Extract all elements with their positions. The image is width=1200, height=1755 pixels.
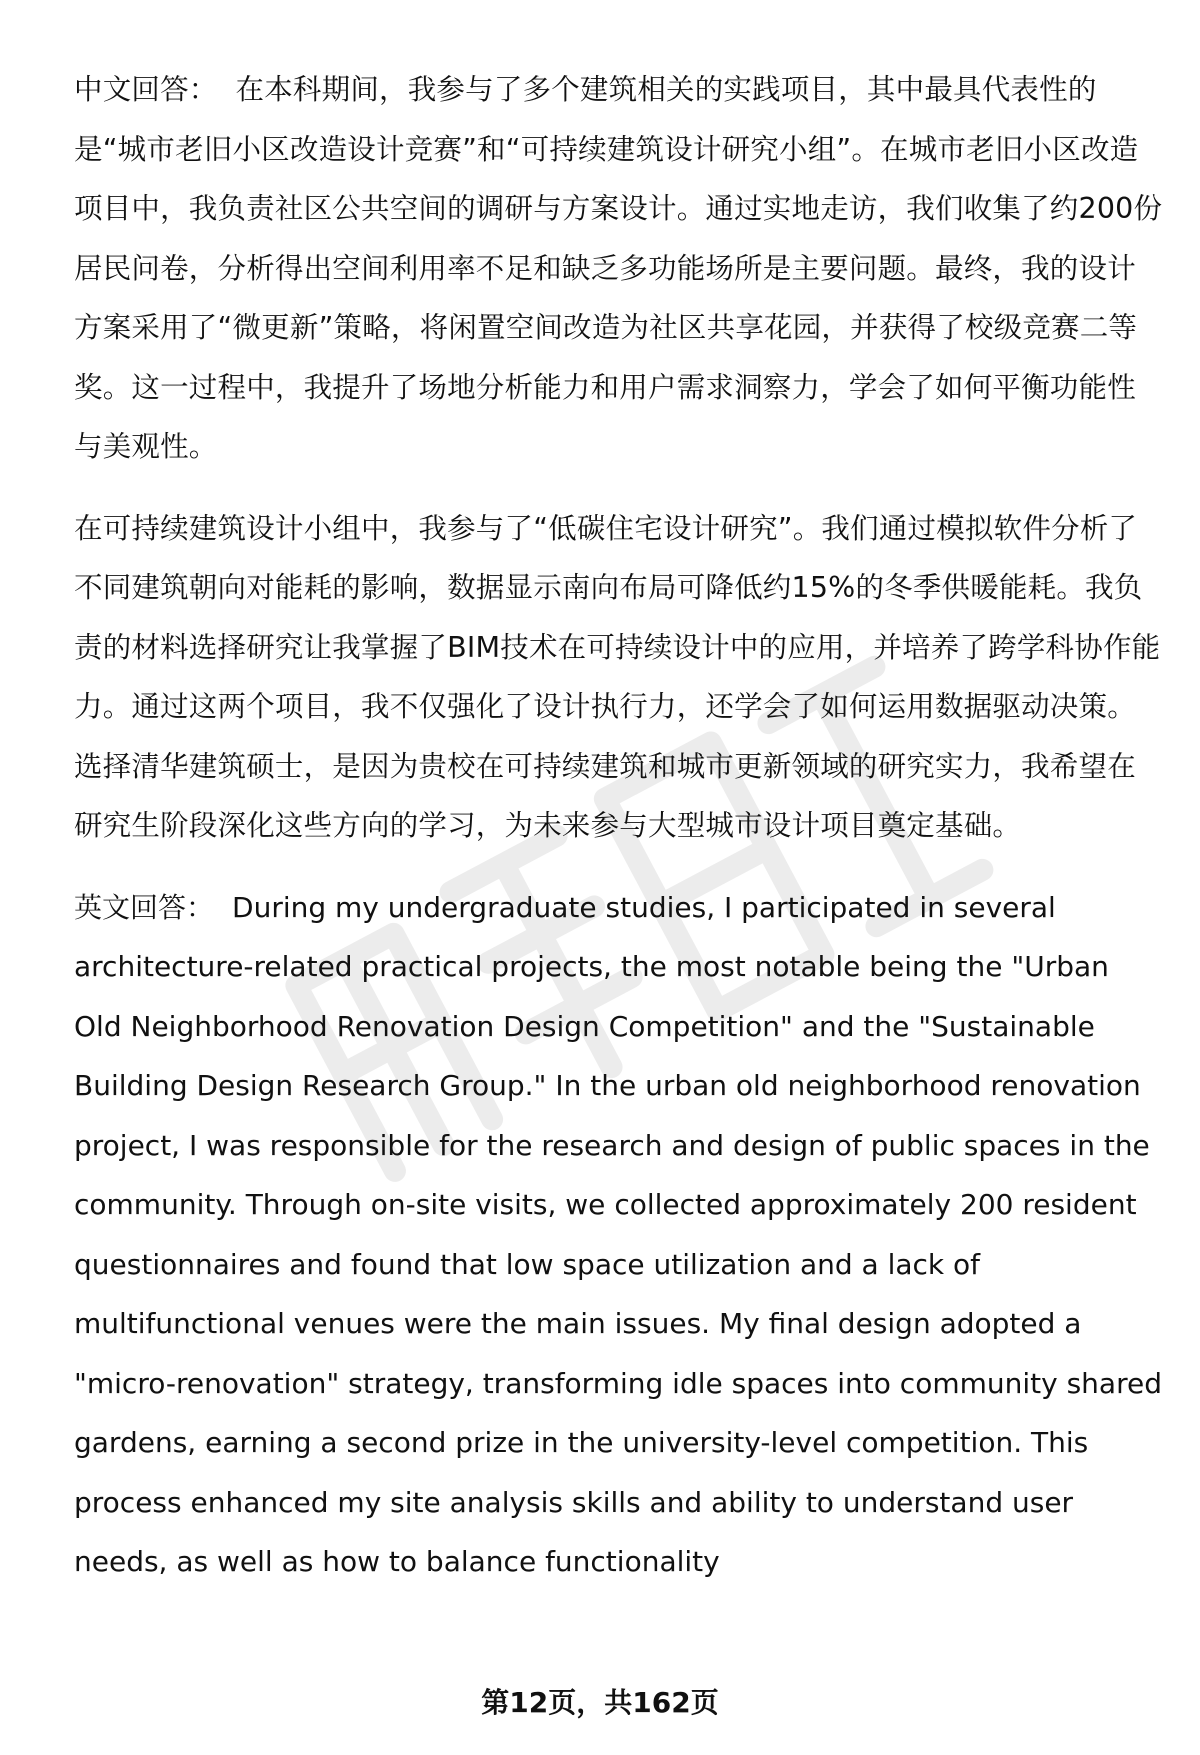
en-answer-paragraph	[74, 878, 1164, 1592]
cn-answer-paragraph-1	[74, 60, 1164, 477]
cn-answer-text-1: 在本科期间，我参与了多个建筑相关的实践项目，其中最具代表性的是“城市老旧小区改造设计竞赛”和“可持续建筑设计研究小组”。在城市老旧小区改造项目中，我负责社区公共空间的调研与方案设计。通过实地走访，我们收集了约200份居民问卷，分析得出空间利用率不足和缺乏多功能场所是主要问题。最终，我的设计方案采用了“微更新”策略，将闲置空间改造为社区共享花园，并获得了校级竞赛二等奖。这一过程中，我提升了场地分析能力和用户需求洞察力，学会了如何平衡功能性与美观性。	[74, 73, 1163, 463]
en-answer-label: 英文回答：	[74, 890, 215, 924]
document-body	[74, 60, 1164, 1592]
cn-answer-paragraph-2: 在可持续建筑设计小组中，我参与了“低碳住宅设计研究”。我们通过模拟软件分析了不同建筑朝向对能耗的影响，数据显示南向布局可降低约15%的冬季供暖能耗。我负责的材料选择研究让我掌握了BIM技术在可持续设计中的应用，并培养了跨学科协作能力。通过这两个项目，我不仅强化了设计执行力，还学会了如何运用数据驱动决策。选择清华建筑硕士，是因为贵校在可持续建筑和城市更新领域的研究实力，我希望在研究生阶段深化这些方向的学习，为未来参与大型城市设计项目奠定基础。	[74, 511, 1161, 842]
cn-answer-label: 中文回答：	[74, 73, 218, 106]
page-indicator: 第12页，共162页	[481, 1686, 719, 1719]
en-answer-text: During my undergraduate studies, I participated in several architecture-related practical projects, the most notable being the "Urban Old Neighborhood Renovation Design Competition" and the "Sustainable Building Design Research Group." In the urban old neighborhood renovation project, I was responsible for the research and design of public spaces in the community. Through on-site visits, we collected approximately 200 resident questionnaires and found that low space utilization and a lack of multifunctional venues were the main issues. My final design adopted a "micro-renovation" strategy, transforming idle spaces into community shared gardens, earning a second prize in the university-level competition. This process enhanced my site analysis skills and ability to understand user needs, as well as how to balance functionality	[74, 890, 1162, 1578]
